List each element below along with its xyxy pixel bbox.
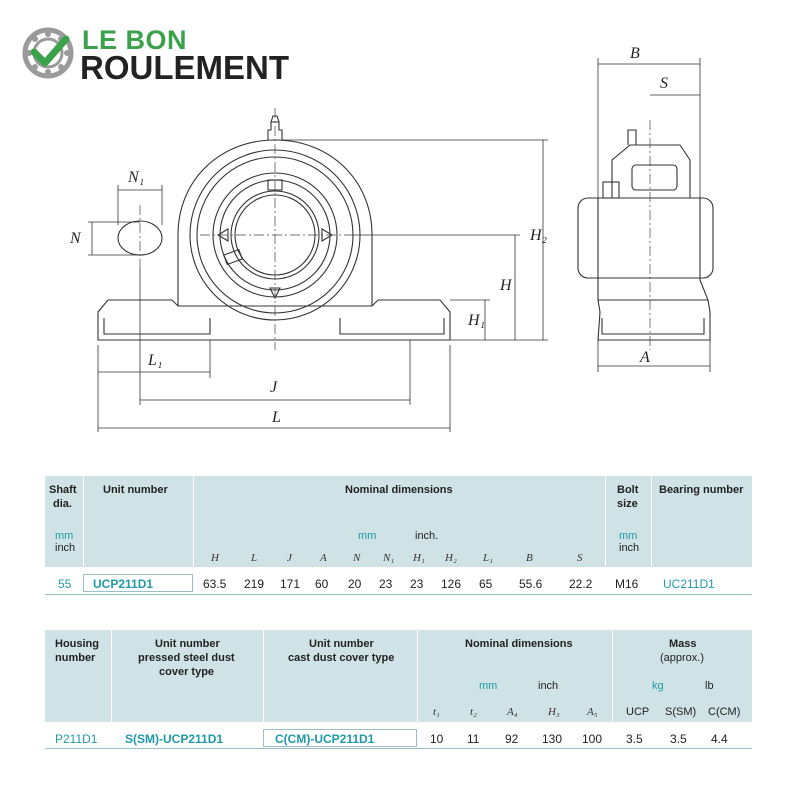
h1-value: 23 [410,577,424,591]
unit-lb: lb [705,680,714,692]
a5-value: 100 [582,732,603,746]
col-cast-2: cast dust cover type [288,652,395,664]
col-n: N [353,552,361,564]
col-h1: H₁ [413,552,425,564]
dim-label-l1: L₁ [148,352,163,369]
logo-text-bottom: ROULEMENT [80,49,289,86]
bearing-number-value: UC211D1 [663,577,715,591]
dim-label-n1: N₁ [128,169,145,186]
col-a5: A₅ [587,706,598,718]
unit-inch-bolt: inch [619,542,640,554]
h-value: 63.5 [203,577,227,591]
col-pressed-1: Unit number [155,638,220,650]
unit-kg: kg [652,680,664,692]
a4-value: 92 [505,732,519,746]
n-value: 20 [348,577,362,591]
col-cast-1: Unit number [309,638,374,650]
col-h2: H₂ [445,552,457,564]
col-shaft: Shaft [49,484,77,496]
col-l: L [251,552,258,564]
shaft-value: 55 [58,577,72,591]
col-h: H [211,552,219,564]
t1-value: 10 [430,732,444,746]
dim-label-a: A [640,349,650,366]
col-unit-number: Unit number [103,484,168,496]
mass-ssm-value: 3.5 [670,732,687,746]
l1-value: 65 [479,577,493,591]
col-b: B [526,552,533,564]
col-pressed-3: cover type [159,666,215,678]
unit-inch: inch [538,680,559,692]
h2-value: 126 [441,577,462,591]
dim-label-s: S [660,75,668,92]
mass-ucp-value: 3.5 [626,732,643,746]
dim-label-b: B [630,45,640,62]
dim-label-l: L [272,409,281,426]
dim-label-h: H [500,277,512,294]
unit-number-value: UCP211D1 [93,577,154,591]
col-j: J [287,552,292,564]
col-bolt: Bolt [617,484,639,496]
s-value: 22.2 [569,577,593,591]
col-mass-ccm: C(CM) [708,706,741,718]
dim-label-h2: H₂ [530,227,548,244]
j-value: 171 [280,577,301,591]
col-s: S [577,552,583,564]
dim-label-n: N [70,230,81,247]
col-dia: dia. [53,498,72,510]
unit-mm: mm [479,680,498,692]
col-t1: t₁ [433,706,440,718]
h3-value: 130 [542,732,563,746]
cast-unit-value: C(CM)-UCP211D1 [275,732,375,746]
col-a4: A₄ [507,706,518,718]
dim-label-h1: H₁ [468,312,486,329]
unit-inch-nominal: inch. [415,530,439,542]
logo-text-top: LE BON [82,25,188,55]
col-mass: Mass [669,638,697,650]
unit-mm-shaft: mm [55,530,74,542]
dim-label-j: J [270,379,278,396]
col-housing: Housing [55,638,99,650]
a-value: 60 [315,577,329,591]
t2-value: 11 [467,732,480,746]
b-value: 55.6 [519,577,543,591]
unit-inch-shaft: inch [55,542,76,554]
pressed-unit-value: S(SM)-UCP211D1 [125,732,224,746]
dimensions-table [45,476,752,596]
col-housing-number: number [55,652,96,664]
housing-table [45,630,752,750]
col-approx: (approx.) [660,652,705,664]
col-mass-ucp: UCP [626,706,650,718]
col-nominal: Nominal dimensions [465,638,573,650]
col-nominal-dimensions: Nominal dimensions [345,484,453,496]
l-value: 219 [244,577,265,591]
col-size: size [617,498,638,510]
n1-value: 23 [379,577,393,591]
col-mass-ssm: S(SM) [665,706,697,718]
unit-mm-nominal: mm [358,530,377,542]
col-bearing-number: Bearing number [659,484,744,496]
bolt-value: M16 [615,577,639,591]
housing-value: P211D1 [55,732,98,746]
mass-ccm-value: 4.4 [711,732,728,746]
col-h3: H₃ [548,706,560,718]
col-l1: L₁ [483,552,493,564]
col-n1: N₁ [383,552,395,564]
col-t2: t₂ [470,706,477,718]
unit-mm-bolt: mm [619,530,638,542]
col-a: A [320,552,327,564]
col-pressed-2: pressed steel dust [138,652,235,664]
